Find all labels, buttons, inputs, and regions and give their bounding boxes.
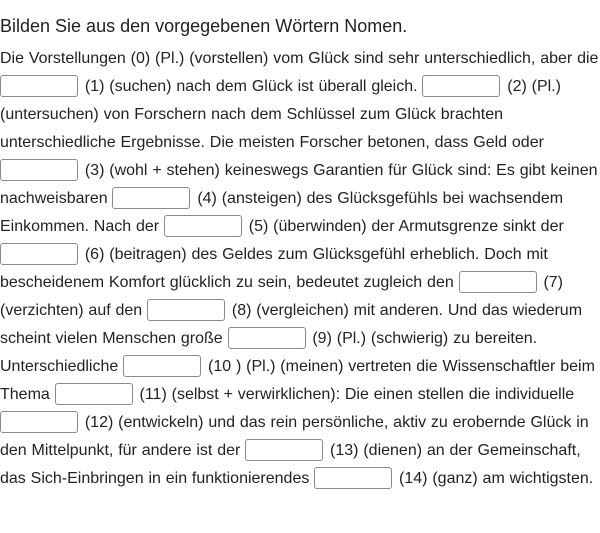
text-segment-13: (13) (dienen) an der Gemeinschaft, das Sich-Einbringen in ein funktionierendes	[0, 442, 581, 487]
answer-field-11[interactable]	[55, 383, 133, 405]
text-segment-1: (1) (suchen) nach dem Glück ist überall gleich.	[80, 78, 423, 95]
text-segment-10: (10 ) (Pl.) (meinen) vertreten die Wissenschaftler beim Thema	[0, 358, 595, 403]
answer-field-9[interactable]	[228, 327, 306, 349]
answer-field-7[interactable]	[459, 271, 537, 293]
text-segment-0: Die Vorstellungen (0) (Pl.) (vorstellen) vom Glück sind sehr unterschiedlich, aber die	[0, 50, 599, 67]
answer-field-4[interactable]	[112, 187, 190, 209]
text-segment-6: (6) (beitragen) des Geldes zum Glücksgefühl erheblich. Doch mit bescheidenem Komfort glücklich zu sein, bedeutet zugleich den	[0, 246, 548, 291]
task-title: Bilden Sie aus den vorgegebenen Wörtern Nomen.	[0, 16, 408, 36]
text-segment-4: (4) (ansteigen) des Glücksgefühls bei wachsendem Einkommen. Nach der	[0, 190, 564, 235]
answer-field-14[interactable]	[314, 467, 392, 489]
text-segment-8: (8) (vergleichen) mit anderen. Und das wiederum scheint vielen Menschen große	[0, 302, 583, 347]
text-segment-2: (2) (Pl.) (untersuchen) von Forschern nach dem Schlüssel zum Glück brachten unterschiedliche Ergebnisse. Die meisten Forscher betonen, dass Geld oder	[0, 78, 561, 151]
answer-field-8[interactable]	[147, 299, 225, 321]
text-segment-7: (7) (verzichten) auf den	[0, 274, 563, 319]
answer-field-10[interactable]	[123, 355, 201, 377]
text-segment-12: (12) (entwickeln) und das rein persönliche, aktiv zu erobernde Glück in den Mittelpunkt, für andere ist der	[0, 414, 589, 459]
text-segment-3: (3) (wohl + stehen) keineswegs Garantien für Glück sind: Es gibt keinen nachweisbaren	[0, 162, 598, 207]
answer-field-13[interactable]	[245, 439, 323, 461]
answer-field-3[interactable]	[0, 159, 78, 181]
text-segment-5: (5) (überwinden) der Armutsgrenze sinkt der	[243, 218, 564, 235]
text-segment-9: (9) (Pl.) (schwierig) zu bereiten. Unterschiedliche	[0, 330, 538, 375]
answer-field-6[interactable]	[0, 243, 78, 265]
answer-field-1[interactable]	[0, 75, 78, 97]
exercise-text	[0, 45, 600, 493]
answer-field-12[interactable]	[0, 411, 78, 433]
answer-field-2[interactable]	[422, 75, 500, 97]
text-segment-11: (11) (selbst + verwirklichen): Die einen stellen die individuelle	[134, 386, 575, 403]
exercise	[0, 15, 600, 493]
text-segment-14: (14) (ganz) am wichtigsten.	[394, 470, 594, 487]
answer-field-5[interactable]	[164, 215, 242, 237]
